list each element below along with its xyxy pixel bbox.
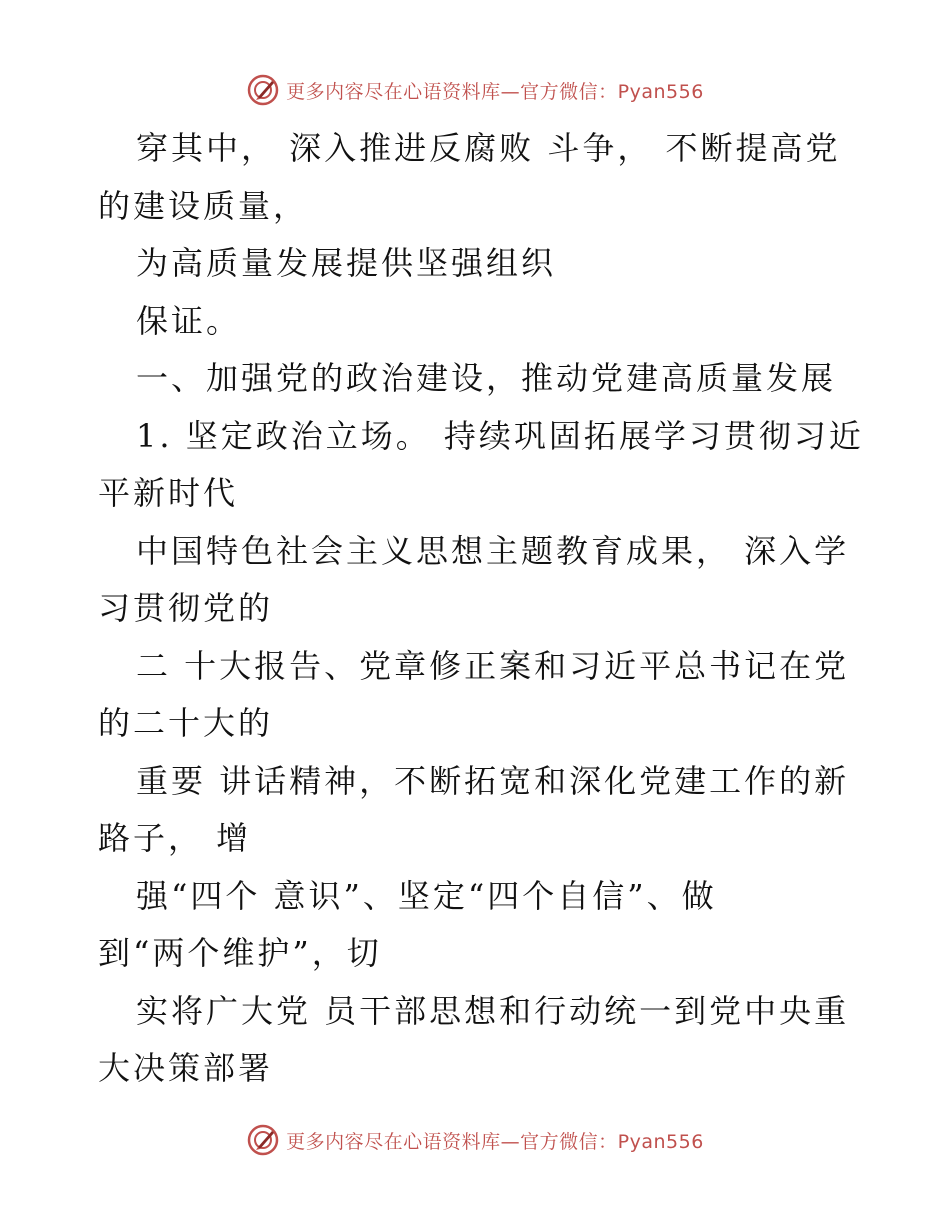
paragraph-line: 实将广大党 员干部思想和行动统一到党中央重 (136, 991, 850, 1030)
paragraph-line: 的建设质量， (98, 186, 309, 225)
paragraph-line: 的二十大的 (98, 704, 274, 742)
paragraph-line: 大决策部署 (98, 1049, 274, 1087)
paragraph-line: 1. 坚定政治立场。 持续巩固拓展学习贯彻习近 (136, 416, 864, 455)
paragraph-line: 保证。 (136, 301, 242, 340)
seal-logo-icon (246, 73, 280, 107)
paragraph-line: 中国特色社会主义思想主题教育成果， 深入学 (136, 531, 850, 570)
paragraph-line: 习贯彻党的 (98, 589, 274, 627)
footer-banner-text: 更多内容尽在心语资料库—官方微信：Pyan556 (286, 1130, 704, 1153)
paragraph-line: 二 十大报告、党章修正案和习近平总书记在党 (136, 646, 850, 685)
document-body (98, 120, 864, 1098)
header-banner (0, 70, 950, 110)
seal-logo-icon (246, 1123, 280, 1157)
paragraph-line: 强“四个 意识”、坚定“四个自信”、做 (136, 876, 717, 915)
paragraph-line: 穿其中， 深入推进反腐败 斗争， 不断提高党 (136, 129, 841, 167)
footer-banner (0, 1120, 950, 1160)
paragraph-line: 为高质量发展提供坚强组织 (136, 244, 557, 282)
header-banner-text: 更多内容尽在心语资料库—官方微信：Pyan556 (286, 80, 704, 103)
paragraph-line: 平新时代 (98, 474, 239, 512)
paragraph-line: 重要 讲话精神，不断拓宽和深化党建工作的新 (136, 761, 850, 800)
paragraph-line: 路子， 增 (98, 819, 252, 857)
paragraph-line: 一、加强党的政治建设，推动党建高质量发展 (136, 359, 837, 397)
paragraph-line: 到“两个维护”，切 (98, 934, 382, 972)
